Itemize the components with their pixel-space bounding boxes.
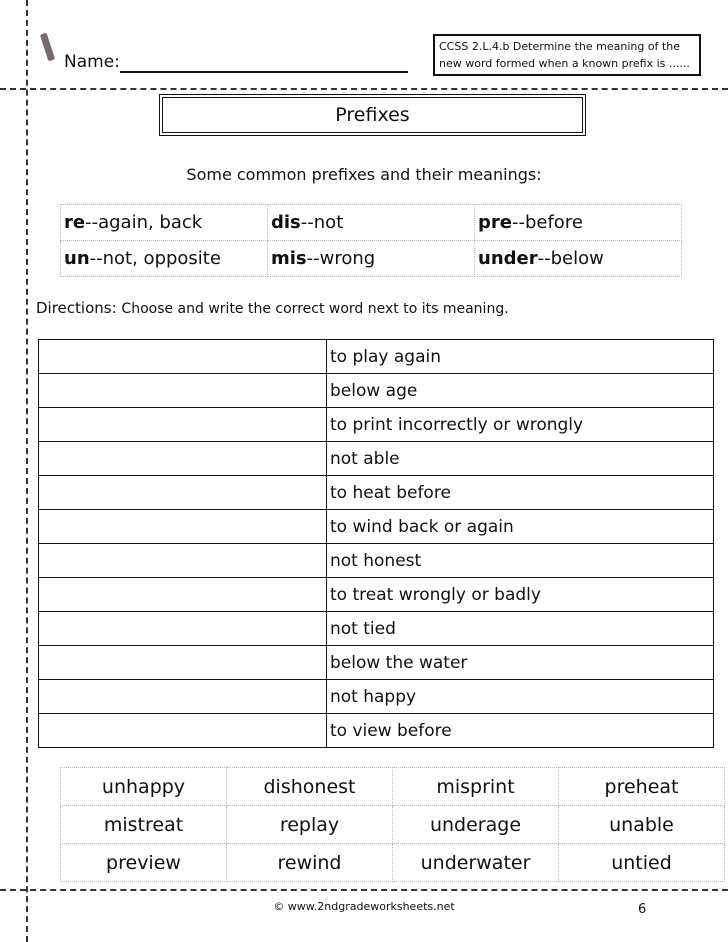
cut-line-vertical: [26, 0, 28, 942]
directions-text: Choose and write the correct word next to its meaning.: [121, 301, 509, 317]
prefix-cell: [268, 241, 475, 277]
table-row: [39, 714, 714, 748]
meaning-cell: to heat before: [327, 476, 714, 510]
meaning-cell: to treat wrongly or badly: [327, 578, 714, 612]
answer-cell[interactable]: [39, 476, 327, 510]
subtitle: Some common prefixes and their meanings:: [186, 165, 542, 184]
prefix-table: [60, 204, 682, 277]
prefix-cell: [61, 205, 268, 241]
answer-cell[interactable]: [39, 442, 327, 476]
table-row: [39, 612, 714, 646]
prefix: under: [478, 248, 538, 269]
table-row: [39, 680, 714, 714]
prefix-row: [61, 241, 682, 277]
meaning-cell: to print incorrectly or wrongly: [327, 408, 714, 442]
ccss-standard-box: CCSS 2.L.4.b Determine the meaning of the new word formed when a known prefix is ......: [433, 34, 701, 76]
prefix-meaning: --not: [300, 212, 344, 233]
answer-cell[interactable]: [39, 340, 327, 374]
cut-line-bottom: [0, 889, 728, 891]
prefix: mis: [271, 248, 307, 269]
meaning-cell: not happy: [327, 680, 714, 714]
meaning-cell: below age: [327, 374, 714, 408]
word-bank-row: [61, 806, 725, 844]
prefix-cell: [475, 241, 682, 277]
word-bank-word: underwater: [393, 844, 559, 882]
meaning-cell: to play again: [327, 340, 714, 374]
answer-cell[interactable]: [39, 408, 327, 442]
word-bank-word: rewind: [227, 844, 393, 882]
word-bank-word: dishonest: [227, 768, 393, 806]
word-bank-word: unable: [559, 806, 725, 844]
cut-line-top: [0, 88, 728, 90]
prefix-cell: [268, 205, 475, 241]
word-bank-word: mistreat: [61, 806, 227, 844]
word-bank-row: [61, 844, 725, 882]
word-bank-word: unhappy: [61, 768, 227, 806]
page-title: Prefixes: [159, 94, 586, 136]
answer-cell[interactable]: [39, 578, 327, 612]
answer-cell[interactable]: [39, 646, 327, 680]
prefix-meaning: --below: [537, 248, 604, 269]
prefix: dis: [271, 212, 301, 233]
table-row: [39, 476, 714, 510]
prefix-meaning: --not, opposite: [89, 248, 221, 269]
word-bank-word: underage: [393, 806, 559, 844]
answer-cell[interactable]: [39, 680, 327, 714]
name-label: Name:: [64, 52, 120, 72]
word-bank-row: [61, 768, 725, 806]
table-row: [39, 408, 714, 442]
word-bank-word: replay: [227, 806, 393, 844]
word-bank-word: misprint: [393, 768, 559, 806]
name-line[interactable]: [120, 71, 408, 73]
meaning-cell: not tied: [327, 612, 714, 646]
table-row: [39, 510, 714, 544]
answer-table: [38, 339, 714, 748]
meaning-cell: not honest: [327, 544, 714, 578]
word-bank-word: preheat: [559, 768, 725, 806]
copyright: © www.2ndgradeworksheets.net: [273, 900, 455, 913]
meaning-cell: below the water: [327, 646, 714, 680]
answer-cell[interactable]: [39, 374, 327, 408]
table-row: [39, 578, 714, 612]
table-row: [39, 544, 714, 578]
directions: [36, 299, 509, 317]
prefix-cell: [61, 241, 268, 277]
prefix-meaning: --again, back: [85, 212, 203, 233]
meaning-cell: to wind back or again: [327, 510, 714, 544]
answer-cell[interactable]: [39, 612, 327, 646]
page-number: 6: [638, 902, 647, 917]
word-bank-word: preview: [61, 844, 227, 882]
answer-cell[interactable]: [39, 510, 327, 544]
word-bank: [60, 767, 725, 882]
table-row: [39, 442, 714, 476]
prefix-cell: [475, 205, 682, 241]
meaning-cell: not able: [327, 442, 714, 476]
answer-cell[interactable]: [39, 714, 327, 748]
word-bank-word: untied: [559, 844, 725, 882]
prefix-meaning: --before: [511, 212, 583, 233]
table-row: [39, 646, 714, 680]
prefix-row: [61, 205, 682, 241]
table-row: [39, 374, 714, 408]
prefix-meaning: --wrong: [306, 248, 376, 269]
answer-cell[interactable]: [39, 544, 327, 578]
prefix: re: [64, 212, 86, 233]
prefix: pre: [478, 212, 512, 233]
pencil-icon: [40, 33, 55, 62]
table-row: [39, 340, 714, 374]
meaning-cell: to view before: [327, 714, 714, 748]
prefix: un: [64, 248, 90, 269]
directions-label: Directions:: [36, 299, 117, 317]
